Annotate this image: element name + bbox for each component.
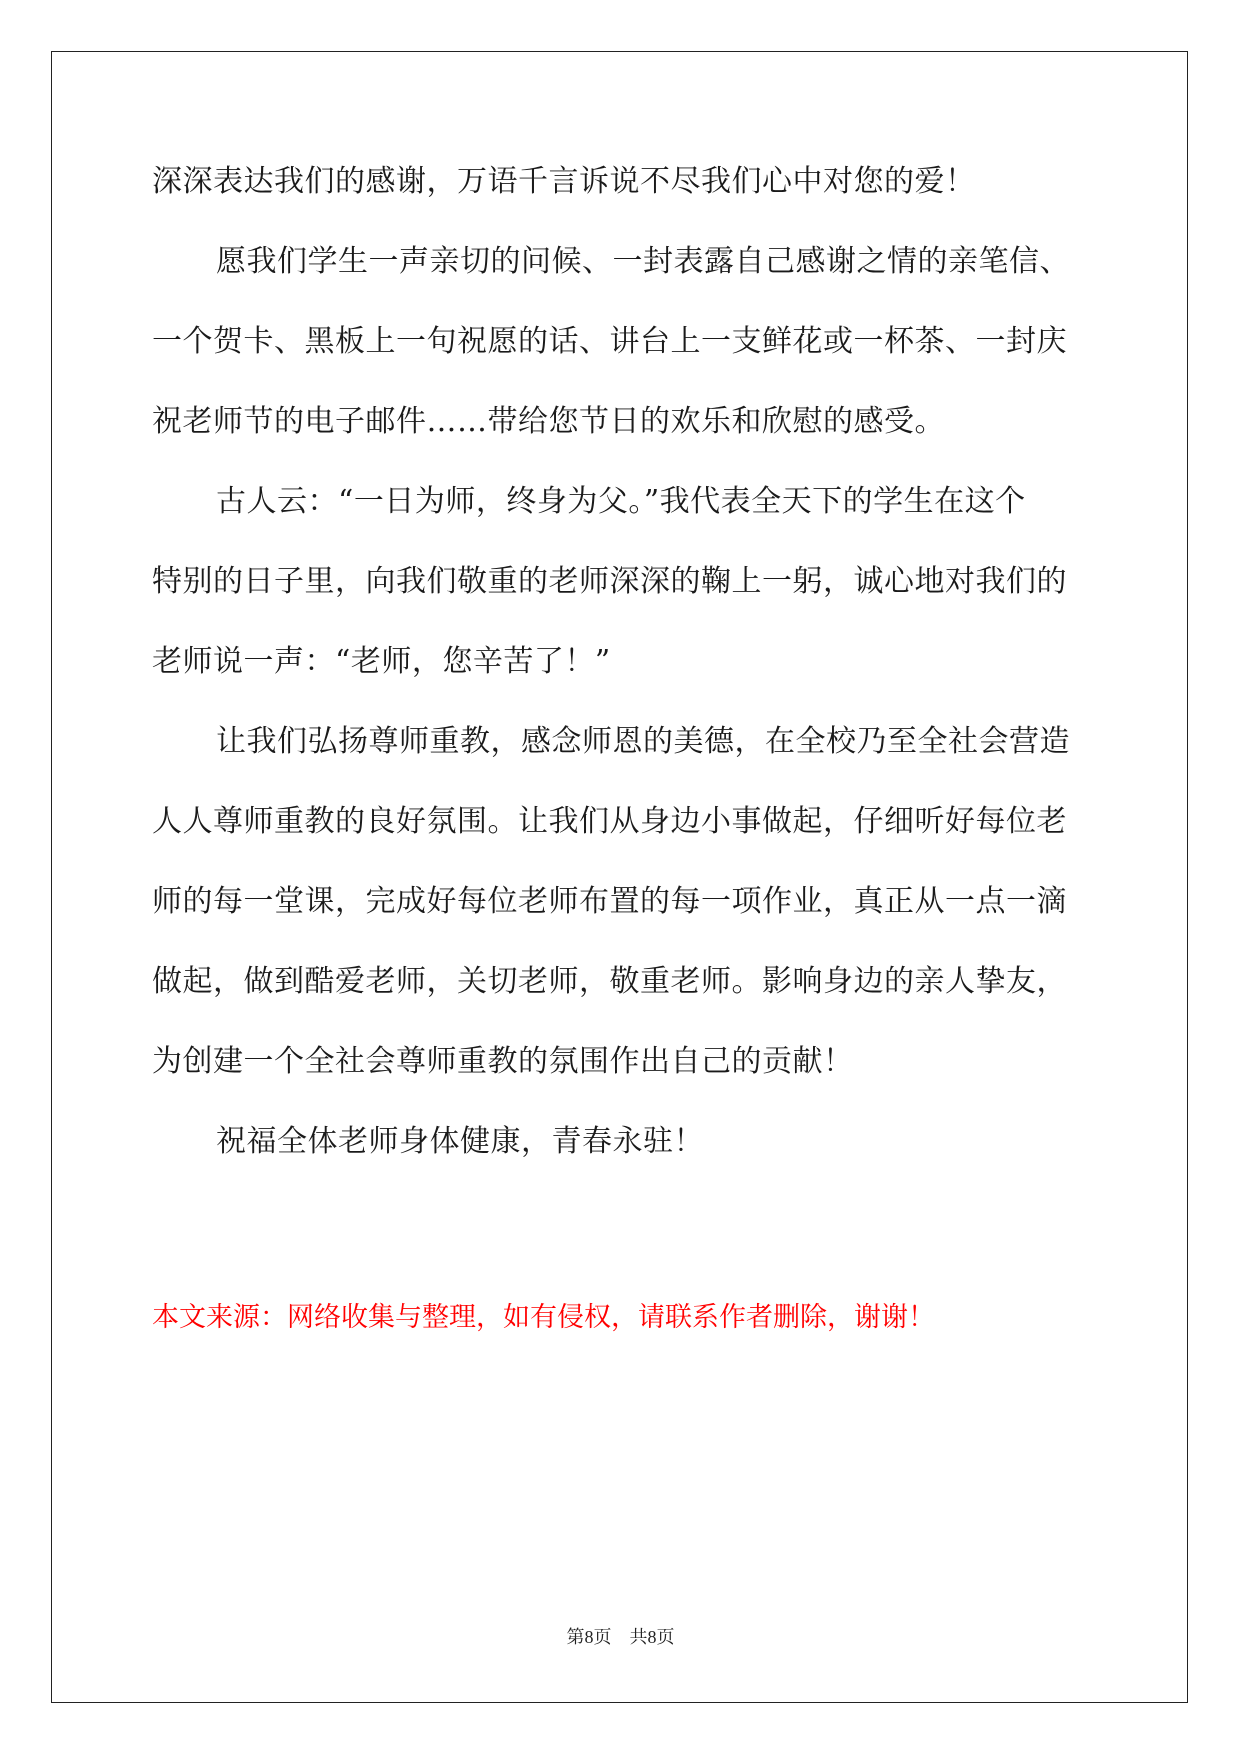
text-line: 老师说一声：“老师，您辛苦了！”	[152, 644, 611, 679]
text-line: 祝老师节的电子邮件……带给您节日的欢乐和欣慰的感受。	[152, 404, 945, 439]
page-total: 共8页	[629, 1627, 675, 1647]
source-note: 本文来源：网络收集与整理，如有侵权，请联系作者删除，谢谢！	[152, 1302, 935, 1333]
text-line: 师的每一堂课，完成好每位老师布置的每一项作业，真正从一点一滴	[152, 884, 1067, 919]
paragraph-start-line: 愿我们学生一声亲切的问候、一封表露自己感谢之情的亲笔信、	[216, 244, 1070, 279]
text-line: 深深表达我们的感谢，万语千言诉说不尽我们心中对您的爱！	[152, 164, 976, 199]
text-line: 一个贺卡、黑板上一句祝愿的话、讲台上一支鲜花或一杯茶、一封庆	[152, 324, 1067, 359]
text-line: 特别的日子里，向我们敬重的老师深深的鞠上一躬，诚心地对我们的	[152, 564, 1067, 599]
page-border	[51, 51, 1188, 1703]
text-line: 为创建一个全社会尊师重教的氛围作出自己的贡献！	[152, 1044, 854, 1079]
text-line: 做起，做到酷爱老师，关切老师，敬重老师。影响身边的亲人挚友，	[152, 964, 1067, 999]
text-line: 人人尊师重教的良好氛围。让我们从身边小事做起，仔细听好每位老	[152, 804, 1067, 839]
paragraph-start-line: 古人云：“一日为师，终身为父。”我代表全天下的学生在这个	[216, 484, 1026, 519]
paragraph-start-line: 让我们弘扬尊师重教，感念师恩的美德，在全校乃至全社会营造	[216, 724, 1070, 759]
page-footer	[0, 1625, 1241, 1649]
paragraph-start-line: 祝福全体老师身体健康，青春永驻！	[216, 1124, 704, 1159]
page-number: 第8页	[566, 1627, 612, 1647]
